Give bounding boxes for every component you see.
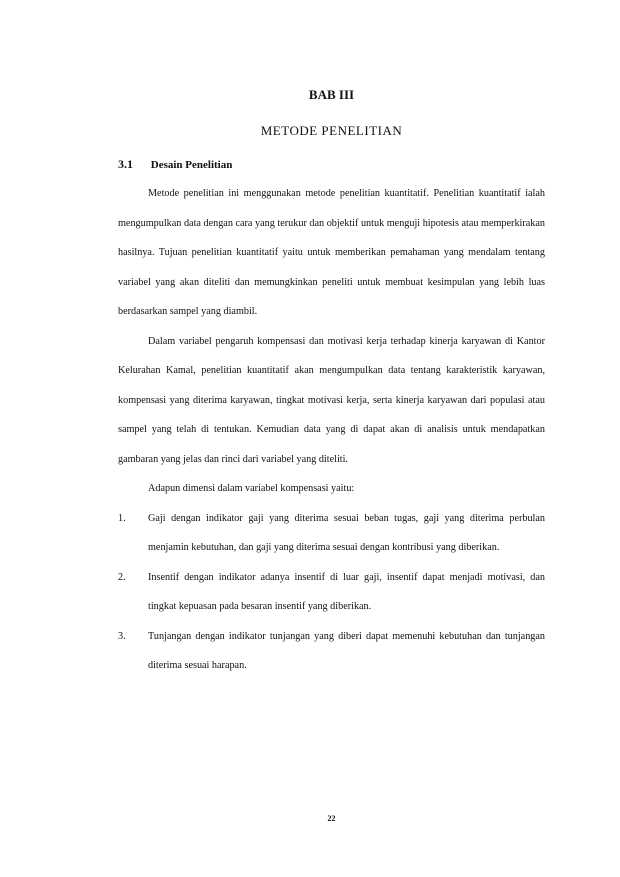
list-marker: 2. [118,571,126,583]
chapter-heading: BAB III [308,87,355,102]
section-heading [118,157,545,172]
chapter-title: METODE PENELITIAN [260,123,403,138]
paragraph: Adapun dimensi dalam variabel kompensasi yaitu: [148,483,355,494]
paragraph: Metode penelitian ini menggunakan metode penelitian kuantitatif. Penelitian kuantitatif ialah mengumpulkan data dengan cara yang terukur dan objektif untuk menguji hipotesis atau memperkirakan hasilnya. Tujuan penelitian kuantitatif yaitu untuk memberikan pemahaman yang mendalam tentang variabel yang akan diteliti dan memungkinkan peneliti untuk membuat kesimpulan yang lebih luas berdasarkan sampel yang diambil. [118,188,545,317]
list-item-text: Gaji dengan indikator gaji yang diterima sesuai beban tugas, gaji yang diterima perbulan menjamin kebutuhan, dan gaji yang diterima sesuai dengan kontribusi yang diberikan. [148,512,545,553]
body-text [118,179,545,681]
list-item [118,622,545,681]
list-item-text: Insentif dengan indikator adanya insentif di luar gaji, insentif dapat menjadi motivasi, dan tingkat kepuasan pada besaran insentif yang diberikan. [148,571,545,612]
section-number: 3.1 [118,157,133,171]
list-item-text: Tunjangan dengan indikator tunjangan yang diberi dapat memenuhi kebutuhan dan tunjangan diterima sesuai harapan. [148,630,545,671]
section-title: Desain Penelitian [150,159,233,171]
list-marker: 3. [118,630,126,642]
numbered-list [118,504,545,681]
page-number: 22 [327,814,336,823]
paragraph: Dalam variabel pengaruh kompensasi dan motivasi kerja terhadap kinerja karyawan di Kantor Kelurahan Kamal, penelitian kuantitatif akan mengumpulkan data tentang karakteristik karyawan, kompensasi yang diterima karyawan, tingkat motivasi kerja, serta kinerja karyawan dari populasi atau sampel yang telah di tentukan. Kemudian data yang di dapat akan di analisis untuk mendapatkan gambaran yang jelas dan rinci dari variabel yang diteliti. [118,335,545,465]
list-item [118,563,545,622]
list-marker: 1. [118,512,126,524]
list-item [118,504,545,563]
